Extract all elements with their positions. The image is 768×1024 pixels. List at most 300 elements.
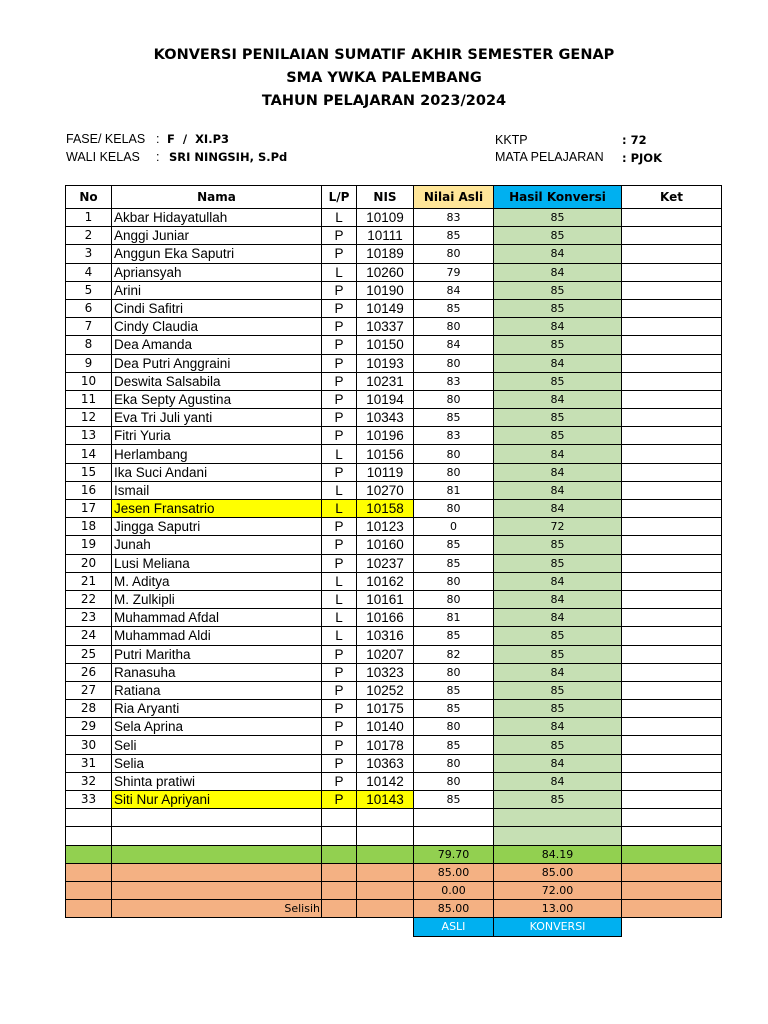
row-number-cell: 33: [66, 791, 112, 809]
hasil-konversi-cell: 85: [494, 427, 622, 445]
summary-empty-cell: [66, 900, 112, 918]
nis-cell: 10156: [357, 445, 414, 463]
ket-cell: [622, 209, 722, 227]
nilai-asli-cell: 80: [414, 390, 494, 408]
nilai-asli-cell: 80: [414, 445, 494, 463]
hasil-konversi-cell: 84: [494, 390, 622, 408]
summary-empty-cell: [357, 863, 414, 881]
empty-cell: [357, 827, 414, 845]
nis-cell: 10190: [357, 281, 414, 299]
row-number-cell: 25: [66, 645, 112, 663]
gender-cell: P: [322, 791, 357, 809]
nilai-asli-cell: 80: [414, 590, 494, 608]
footer-spacer-cell: [322, 918, 357, 936]
student-name-cell: Lusi Meliana: [112, 554, 322, 572]
ket-cell: [622, 718, 722, 736]
gender-cell: P: [322, 681, 357, 699]
empty-cell: [112, 827, 322, 845]
ket-cell: [622, 791, 722, 809]
nilai-asli-cell: 80: [414, 772, 494, 790]
hasil-konversi-cell: 85: [494, 554, 622, 572]
nilai-asli-cell: 85: [414, 299, 494, 317]
ket-cell: [622, 627, 722, 645]
nis-cell: 10237: [357, 554, 414, 572]
nilai-asli-cell: 81: [414, 609, 494, 627]
summary-asli-cell: 85.00: [414, 863, 494, 881]
gender-cell: P: [322, 318, 357, 336]
row-number-cell: 24: [66, 627, 112, 645]
nilai-asli-cell: 83: [414, 209, 494, 227]
table-row: [66, 609, 722, 627]
gender-cell: P: [322, 427, 357, 445]
header-no: No: [66, 186, 112, 209]
table-row: [66, 518, 722, 536]
empty-cell: [622, 809, 722, 827]
table-row: [66, 554, 722, 572]
table-row: [66, 572, 722, 590]
nilai-asli-cell: 80: [414, 245, 494, 263]
ket-cell: [622, 736, 722, 754]
table-row: [66, 318, 722, 336]
ket-cell: [622, 245, 722, 263]
hasil-konversi-cell: 84: [494, 572, 622, 590]
nis-cell: 10193: [357, 354, 414, 372]
summary-row: [66, 845, 722, 863]
empty-cell: [414, 809, 494, 827]
footer-konversi-label: KONVERSI: [494, 918, 622, 936]
row-number-cell: 14: [66, 445, 112, 463]
student-name-cell: Eka Septy Agustina: [112, 390, 322, 408]
hasil-konversi-cell: 85: [494, 409, 622, 427]
gender-cell: P: [322, 336, 357, 354]
title-line-1: KONVERSI PENILAIAN SUMATIF AKHIR SEMESTER GENAP: [153, 47, 615, 63]
summary-empty-cell: [66, 881, 112, 899]
student-name-cell: Dea Amanda: [112, 336, 322, 354]
hasil-konversi-cell: 84: [494, 263, 622, 281]
wali-kelas-colon: :: [156, 150, 160, 164]
row-number-cell: 16: [66, 481, 112, 499]
student-name-cell: Anggi Juniar: [112, 227, 322, 245]
hasil-konversi-cell: 72: [494, 518, 622, 536]
hasil-konversi-cell: 84: [494, 609, 622, 627]
summary-empty-cell: [622, 845, 722, 863]
student-name-cell: Jesen Fransatrio: [112, 500, 322, 518]
student-name-cell: Herlambang: [112, 445, 322, 463]
nilai-asli-cell: 82: [414, 645, 494, 663]
row-number-cell: 19: [66, 536, 112, 554]
nis-cell: 10143: [357, 791, 414, 809]
ket-cell: [622, 554, 722, 572]
gender-cell: P: [322, 772, 357, 790]
nis-cell: 10140: [357, 718, 414, 736]
footer-spacer-cell: [112, 918, 322, 936]
student-name-cell: Akbar Hidayatullah: [112, 209, 322, 227]
summary-konversi-cell: 85.00: [494, 863, 622, 881]
row-number-cell: 12: [66, 409, 112, 427]
ket-cell: [622, 572, 722, 590]
nilai-asli-cell: 80: [414, 463, 494, 481]
hasil-konversi-cell: 85: [494, 227, 622, 245]
mata-pelajaran-value: : PJOK: [622, 151, 662, 165]
table-row: [66, 409, 722, 427]
ket-cell: [622, 427, 722, 445]
summary-konversi-cell: 72.00: [494, 881, 622, 899]
nis-cell: 10111: [357, 227, 414, 245]
summary-konversi-cell: 13.00: [494, 900, 622, 918]
hasil-konversi-cell: 85: [494, 736, 622, 754]
gender-cell: L: [322, 572, 357, 590]
summary-label-cell: Selisih: [112, 900, 322, 918]
table-row: [66, 263, 722, 281]
row-number-cell: 3: [66, 245, 112, 263]
summary-asli-cell: 0.00: [414, 881, 494, 899]
empty-cell: [322, 809, 357, 827]
row-number-cell: 7: [66, 318, 112, 336]
student-name-cell: Ismail: [112, 481, 322, 499]
student-name-cell: M. Aditya: [112, 572, 322, 590]
row-number-cell: 20: [66, 554, 112, 572]
nis-cell: 10270: [357, 481, 414, 499]
nis-cell: 10343: [357, 409, 414, 427]
footer-spacer-cell: [66, 918, 112, 936]
summary-asli-cell: 79.70: [414, 845, 494, 863]
table-row: [66, 281, 722, 299]
student-name-cell: Muhammad Afdal: [112, 609, 322, 627]
gender-cell: P: [322, 663, 357, 681]
summary-label-cell: [112, 845, 322, 863]
summary-empty-cell: [322, 900, 357, 918]
student-name-cell: Jingga Saputri: [112, 518, 322, 536]
ket-cell: [622, 663, 722, 681]
table-row: [66, 536, 722, 554]
summary-empty-cell: [357, 881, 414, 899]
student-name-cell: Ratiana: [112, 681, 322, 699]
student-name-cell: Anggun Eka Saputri: [112, 245, 322, 263]
summary-empty-cell: [622, 863, 722, 881]
ket-cell: [622, 299, 722, 317]
gender-cell: P: [322, 754, 357, 772]
ket-cell: [622, 590, 722, 608]
nilai-asli-cell: 80: [414, 572, 494, 590]
student-name-cell: Junah: [112, 536, 322, 554]
footer-spacer-cell: [622, 918, 722, 936]
nis-cell: 10231: [357, 372, 414, 390]
row-number-cell: 5: [66, 281, 112, 299]
row-number-cell: 18: [66, 518, 112, 536]
summary-asli-cell: 85.00: [414, 900, 494, 918]
row-number-cell: 22: [66, 590, 112, 608]
hasil-konversi-cell: 84: [494, 590, 622, 608]
gender-cell: P: [322, 536, 357, 554]
ket-cell: [622, 645, 722, 663]
hasil-konversi-cell: 85: [494, 281, 622, 299]
gender-cell: P: [322, 645, 357, 663]
table-row: [66, 372, 722, 390]
ket-cell: [622, 372, 722, 390]
row-number-cell: 2: [66, 227, 112, 245]
table-row: [66, 481, 722, 499]
nilai-asli-cell: 85: [414, 681, 494, 699]
nis-cell: 10119: [357, 463, 414, 481]
row-number-cell: 4: [66, 263, 112, 281]
nis-cell: 10166: [357, 609, 414, 627]
empty-cell: [357, 809, 414, 827]
document-title-block: [0, 44, 768, 113]
gender-cell: P: [322, 281, 357, 299]
hasil-konversi-cell: 85: [494, 372, 622, 390]
nilai-asli-cell: 85: [414, 227, 494, 245]
hasil-konversi-cell: 85: [494, 336, 622, 354]
nis-cell: 10252: [357, 681, 414, 699]
gender-cell: L: [322, 445, 357, 463]
nis-cell: 10150: [357, 336, 414, 354]
nilai-asli-cell: 85: [414, 409, 494, 427]
row-number-cell: 32: [66, 772, 112, 790]
summary-row: [66, 900, 722, 918]
empty-row: [66, 827, 722, 845]
hasil-konversi-cell: 85: [494, 627, 622, 645]
hasil-konversi-cell: 85: [494, 209, 622, 227]
ket-cell: [622, 409, 722, 427]
student-name-cell: Eva Tri Juli yanti: [112, 409, 322, 427]
hasil-konversi-cell: 85: [494, 791, 622, 809]
summary-row: [66, 863, 722, 881]
ket-cell: [622, 390, 722, 408]
nis-cell: 10207: [357, 645, 414, 663]
nis-cell: 10337: [357, 318, 414, 336]
nilai-asli-cell: 83: [414, 372, 494, 390]
nilai-asli-cell: 84: [414, 281, 494, 299]
table-row: [66, 427, 722, 445]
empty-cell: [66, 809, 112, 827]
table-row: [66, 445, 722, 463]
ket-cell: [622, 500, 722, 518]
row-number-cell: 28: [66, 700, 112, 718]
gender-cell: P: [322, 718, 357, 736]
nis-cell: 10196: [357, 427, 414, 445]
student-name-cell: Sela Aprina: [112, 718, 322, 736]
row-number-cell: 13: [66, 427, 112, 445]
gender-cell: L: [322, 627, 357, 645]
table-row: [66, 336, 722, 354]
row-number-cell: 6: [66, 299, 112, 317]
nilai-asli-cell: 80: [414, 354, 494, 372]
ket-cell: [622, 336, 722, 354]
ket-cell: [622, 227, 722, 245]
nis-cell: 10189: [357, 245, 414, 263]
wali-kelas-value: SRI NINGSIH, S.Pd: [169, 150, 288, 164]
student-name-cell: Putri Maritha: [112, 645, 322, 663]
nis-cell: 10316: [357, 627, 414, 645]
summary-empty-cell: [66, 863, 112, 881]
hasil-konversi-cell: 84: [494, 463, 622, 481]
gender-cell: P: [322, 390, 357, 408]
student-name-cell: M. Zulkipli: [112, 590, 322, 608]
hasil-konversi-cell: 84: [494, 354, 622, 372]
row-number-cell: 15: [66, 463, 112, 481]
gender-cell: P: [322, 354, 357, 372]
nilai-asli-cell: 85: [414, 736, 494, 754]
nis-cell: 10323: [357, 663, 414, 681]
table-row: [66, 463, 722, 481]
summary-row: [66, 881, 722, 899]
student-name-cell: Cindi Safitri: [112, 299, 322, 317]
nis-cell: 10142: [357, 772, 414, 790]
row-number-cell: 9: [66, 354, 112, 372]
nis-cell: 10175: [357, 700, 414, 718]
table-row: [66, 354, 722, 372]
fase-kelas-label: FASE/ KELAS: [66, 132, 146, 146]
table-row: [66, 299, 722, 317]
table-row: [66, 627, 722, 645]
hasil-konversi-cell: 84: [494, 663, 622, 681]
gender-cell: P: [322, 227, 357, 245]
wali-kelas-label: WALI KELAS: [66, 150, 140, 164]
row-number-cell: 26: [66, 663, 112, 681]
gender-cell: P: [322, 736, 357, 754]
empty-cell: [622, 827, 722, 845]
student-name-cell: Deswita Salsabila: [112, 372, 322, 390]
table-row: [66, 390, 722, 408]
table-row: [66, 772, 722, 790]
ket-cell: [622, 700, 722, 718]
empty-cell: [112, 809, 322, 827]
gender-cell: L: [322, 209, 357, 227]
student-name-cell: Cindy Claudia: [112, 318, 322, 336]
nis-cell: 10123: [357, 518, 414, 536]
hasil-konversi-cell: 85: [494, 681, 622, 699]
ket-cell: [622, 609, 722, 627]
gender-cell: L: [322, 263, 357, 281]
ket-cell: [622, 445, 722, 463]
header-lp: L/P: [322, 186, 357, 209]
footer-spacer-cell: [357, 918, 414, 936]
summary-konversi-cell: 84.19: [494, 845, 622, 863]
student-name-cell: Arini: [112, 281, 322, 299]
ket-cell: [622, 772, 722, 790]
empty-cell: [494, 827, 622, 845]
nis-cell: 10178: [357, 736, 414, 754]
ket-cell: [622, 681, 722, 699]
hasil-konversi-cell: 85: [494, 645, 622, 663]
empty-row: [66, 809, 722, 827]
ket-cell: [622, 463, 722, 481]
nis-cell: 10260: [357, 263, 414, 281]
hasil-konversi-cell: 85: [494, 299, 622, 317]
table-header-row: [66, 186, 722, 209]
header-nama: Nama: [112, 186, 322, 209]
nilai-asli-cell: 85: [414, 536, 494, 554]
table-row: [66, 245, 722, 263]
row-number-cell: 30: [66, 736, 112, 754]
table-row: [66, 500, 722, 518]
gender-cell: L: [322, 500, 357, 518]
footer-label-row: [66, 918, 722, 936]
ket-cell: [622, 318, 722, 336]
header-ket: Ket: [622, 186, 722, 209]
table-row: [66, 590, 722, 608]
footer-asli-label: ASLI: [414, 918, 494, 936]
student-name-cell: Fitri Yuria: [112, 427, 322, 445]
grades-table: [65, 185, 722, 937]
hasil-konversi-cell: 85: [494, 536, 622, 554]
summary-label-cell: [112, 881, 322, 899]
hasil-konversi-cell: 84: [494, 500, 622, 518]
header-nis: NIS: [357, 186, 414, 209]
student-name-cell: Siti Nur Apriyani: [112, 791, 322, 809]
summary-empty-cell: [322, 881, 357, 899]
nis-cell: 10149: [357, 299, 414, 317]
row-number-cell: 17: [66, 500, 112, 518]
table-row: [66, 209, 722, 227]
hasil-konversi-cell: 85: [494, 700, 622, 718]
gender-cell: P: [322, 463, 357, 481]
table-row: [66, 663, 722, 681]
summary-label-cell: [112, 863, 322, 881]
ket-cell: [622, 354, 722, 372]
gender-cell: P: [322, 409, 357, 427]
gender-cell: L: [322, 590, 357, 608]
hasil-konversi-cell: 84: [494, 772, 622, 790]
gender-cell: P: [322, 518, 357, 536]
row-number-cell: 27: [66, 681, 112, 699]
student-name-cell: Ranasuha: [112, 663, 322, 681]
ket-cell: [622, 518, 722, 536]
summary-empty-cell: [322, 845, 357, 863]
student-name-cell: Muhammad Aldi: [112, 627, 322, 645]
header-nilai-asli: Nilai Asli: [414, 186, 494, 209]
gender-cell: P: [322, 372, 357, 390]
student-name-cell: Dea Putri Anggraini: [112, 354, 322, 372]
student-name-cell: Apriansyah: [112, 263, 322, 281]
row-number-cell: 10: [66, 372, 112, 390]
hasil-konversi-cell: 84: [494, 245, 622, 263]
empty-cell: [66, 827, 112, 845]
summary-empty-cell: [357, 845, 414, 863]
nis-cell: 10160: [357, 536, 414, 554]
student-name-cell: Selia: [112, 754, 322, 772]
nilai-asli-cell: 85: [414, 791, 494, 809]
nilai-asli-cell: 79: [414, 263, 494, 281]
summary-empty-cell: [66, 845, 112, 863]
table-row: [66, 754, 722, 772]
table-row: [66, 700, 722, 718]
empty-cell: [322, 827, 357, 845]
student-name-cell: Seli: [112, 736, 322, 754]
student-name-cell: Shinta pratiwi: [112, 772, 322, 790]
fase-kelas-value: F / XI.P3: [167, 132, 230, 146]
hasil-konversi-cell: 84: [494, 754, 622, 772]
table-row: [66, 718, 722, 736]
gender-cell: L: [322, 609, 357, 627]
nilai-asli-cell: 80: [414, 663, 494, 681]
student-name-cell: Ria Aryanti: [112, 700, 322, 718]
nilai-asli-cell: 80: [414, 318, 494, 336]
hasil-konversi-cell: 84: [494, 445, 622, 463]
nilai-asli-cell: 81: [414, 481, 494, 499]
nilai-asli-cell: 80: [414, 500, 494, 518]
table-row: [66, 227, 722, 245]
row-number-cell: 21: [66, 572, 112, 590]
nilai-asli-cell: 80: [414, 718, 494, 736]
summary-empty-cell: [357, 900, 414, 918]
summary-empty-cell: [622, 881, 722, 899]
gender-cell: P: [322, 700, 357, 718]
nis-cell: 10194: [357, 390, 414, 408]
ket-cell: [622, 281, 722, 299]
student-name-cell: Ika Suci Andani: [112, 463, 322, 481]
hasil-konversi-cell: 84: [494, 318, 622, 336]
